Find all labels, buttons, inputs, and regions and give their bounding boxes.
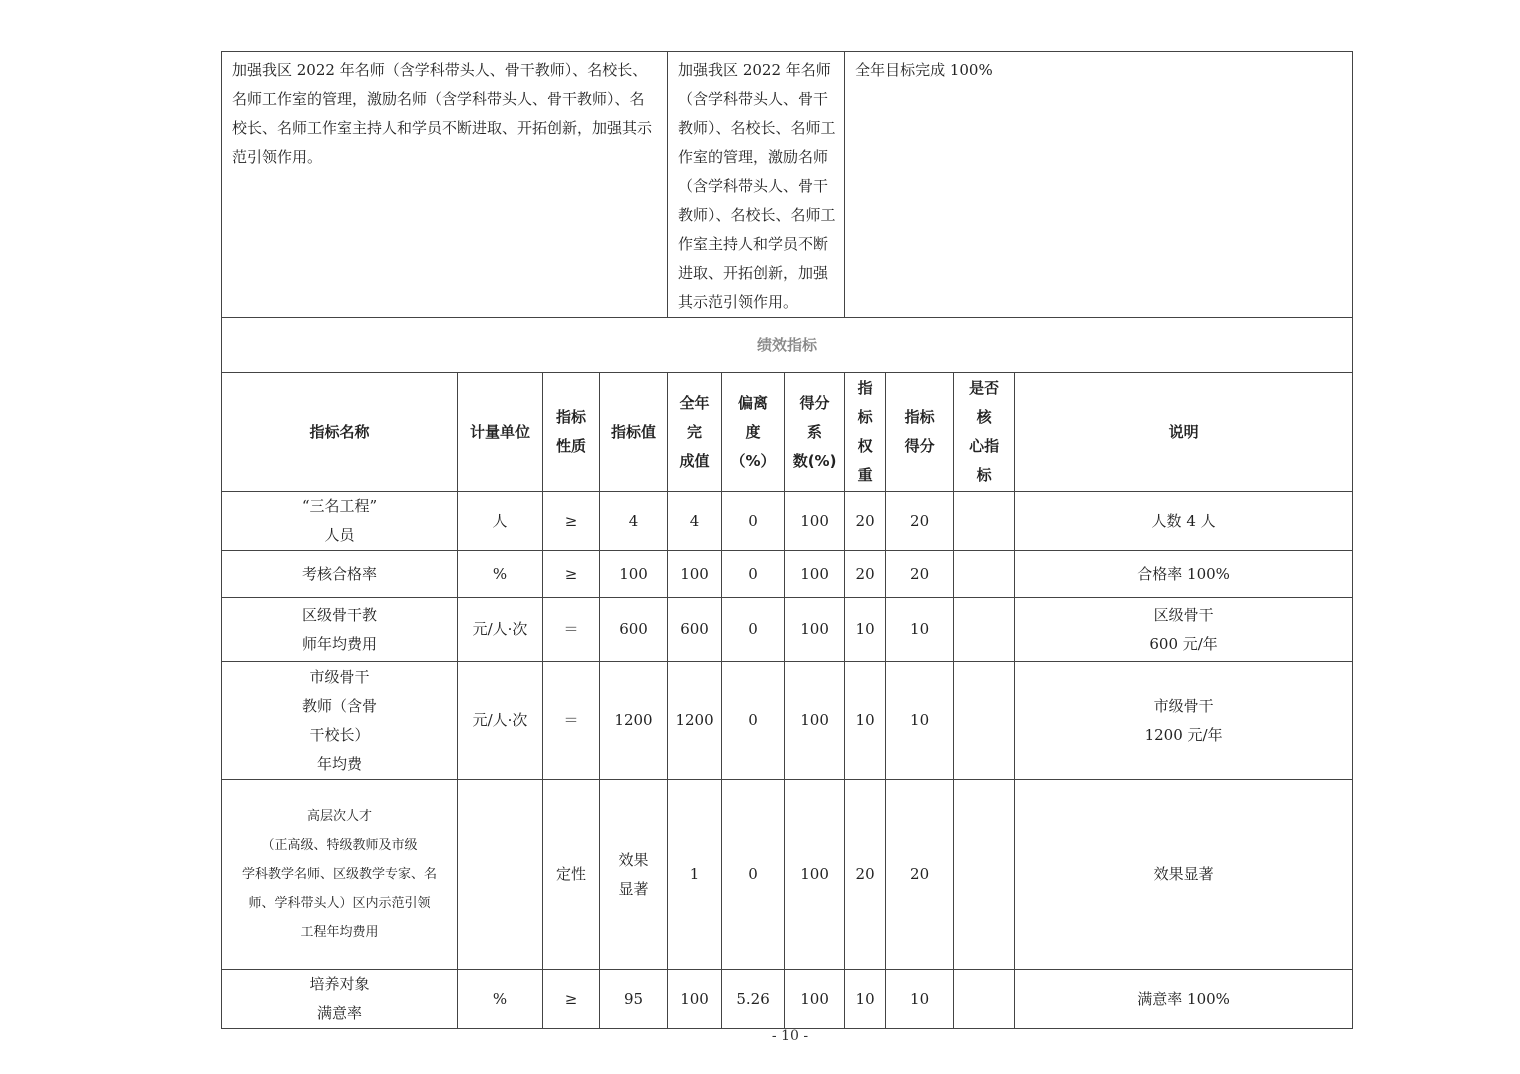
weight-cell: 20 — [845, 551, 886, 598]
value-cell: 600 — [600, 598, 668, 662]
header-actual: 全年 完 成值 — [668, 373, 722, 492]
note-cell: 市级骨干 1200 元/年 — [1015, 662, 1353, 780]
note-cell: 效果显著 — [1015, 780, 1353, 970]
header-score: 指标 得分 — [886, 373, 954, 492]
performance-table — [221, 51, 1353, 1029]
header-note: 说明 — [1015, 373, 1353, 492]
deviation-cell: 0 — [722, 598, 785, 662]
core-cell — [954, 598, 1015, 662]
nature-cell: ≥ — [543, 492, 600, 551]
table-row — [222, 780, 1353, 970]
score-cell: 10 — [886, 662, 954, 780]
table-row — [222, 970, 1353, 1029]
indicator-name: 考核合格率 — [222, 551, 458, 598]
nature-cell: ≥ — [543, 551, 600, 598]
indicator-name: 培养对象 满意率 — [222, 970, 458, 1029]
table-row — [222, 598, 1353, 662]
deviation-cell: 5.26 — [722, 970, 785, 1029]
unit-cell: 人 — [458, 492, 543, 551]
note-cell: 合格率 100% — [1015, 551, 1353, 598]
coef-cell: 100 — [785, 551, 845, 598]
score-cell: 20 — [886, 492, 954, 551]
nature-cell: 定性 — [543, 780, 600, 970]
header-value: 指标值 — [600, 373, 668, 492]
value-cell: 100 — [600, 551, 668, 598]
unit-cell — [458, 780, 543, 970]
weight-cell: 10 — [845, 662, 886, 780]
performance-table-page — [221, 51, 1352, 1029]
section-title: 绩效指标 — [222, 318, 1353, 373]
core-cell — [954, 551, 1015, 598]
page-number: - 10 - — [771, 1028, 809, 1044]
nature-cell: ＝ — [543, 662, 600, 780]
section-row — [222, 318, 1353, 373]
deviation-cell: 0 — [722, 492, 785, 551]
indicator-name: 区级骨干教 师年均费用 — [222, 598, 458, 662]
actual-cell: 100 — [668, 970, 722, 1029]
coef-cell: 100 — [785, 492, 845, 551]
nature-cell: ＝ — [543, 598, 600, 662]
deviation-cell: 0 — [722, 662, 785, 780]
coef-cell: 100 — [785, 598, 845, 662]
goal-description-cell: 加强我区 2022 年名师（含学科带头人、骨干教师）、名校长、名师工作室的管理，激励名师（含学科带头人、骨干教师）、名校长、名师工作室主持人和学员不断进取、开拓创新，加强其示范引领作用。 — [222, 52, 668, 318]
value-cell: 1200 — [600, 662, 668, 780]
actual-cell: 100 — [668, 551, 722, 598]
coef-cell: 100 — [785, 662, 845, 780]
weight-cell: 10 — [845, 970, 886, 1029]
indicator-name: “三名工程” 人员 — [222, 492, 458, 551]
table-row — [222, 492, 1353, 551]
deviation-cell: 0 — [722, 780, 785, 970]
note-cell: 满意率 100% — [1015, 970, 1353, 1029]
coef-cell: 100 — [785, 970, 845, 1029]
value-cell: 效果 显著 — [600, 780, 668, 970]
header-nature: 指标 性质 — [543, 373, 600, 492]
score-cell: 10 — [886, 598, 954, 662]
actual-cell: 600 — [668, 598, 722, 662]
table-row — [222, 551, 1353, 598]
core-cell — [954, 492, 1015, 551]
score-cell: 20 — [886, 551, 954, 598]
core-cell — [954, 970, 1015, 1029]
core-cell — [954, 780, 1015, 970]
header-weight: 指 标 权 重 — [845, 373, 886, 492]
unit-cell: % — [458, 970, 543, 1029]
coef-cell: 100 — [785, 780, 845, 970]
actual-cell: 1 — [668, 780, 722, 970]
core-cell — [954, 662, 1015, 780]
header-coef: 得分 系 数(%) — [785, 373, 845, 492]
unit-cell: 元/人·次 — [458, 662, 543, 780]
header-core: 是否 核 心指 标 — [954, 373, 1015, 492]
goal-row — [222, 52, 1353, 318]
table-row — [222, 662, 1353, 780]
weight-cell: 20 — [845, 492, 886, 551]
goal-description-cell-2: 加强我区 2022 年名师（含学科带头人、骨干教师）、名校长、名师工作室的管理，激励名师（含学科带头人、骨干教师）、名校长、名师工作室主持人和学员不断进取、开拓创新，加强其示范引领作用。 — [668, 52, 845, 318]
value-cell: 95 — [600, 970, 668, 1029]
note-cell: 区级骨干 600 元/年 — [1015, 598, 1353, 662]
deviation-cell: 0 — [722, 551, 785, 598]
header-row — [222, 373, 1353, 492]
score-cell: 20 — [886, 780, 954, 970]
indicator-name: 高层次人才 （正高级、特级教师及市级 学科教学名师、区级教学专家、名 师、学科带头人）区内示范引领 工程年均费用 — [222, 780, 458, 970]
nature-cell: ≥ — [543, 970, 600, 1029]
indicator-name: 市级骨干 教师（含骨 干校长） 年均费 — [222, 662, 458, 780]
actual-cell: 4 — [668, 492, 722, 551]
weight-cell: 10 — [845, 598, 886, 662]
actual-cell: 1200 — [668, 662, 722, 780]
unit-cell: % — [458, 551, 543, 598]
goal-completion-cell: 全年目标完成 100% — [845, 52, 1353, 318]
score-cell: 10 — [886, 970, 954, 1029]
header-name: 指标名称 — [222, 373, 458, 492]
value-cell: 4 — [600, 492, 668, 551]
header-deviation: 偏离 度 （%） — [722, 373, 785, 492]
unit-cell: 元/人·次 — [458, 598, 543, 662]
note-cell: 人数 4 人 — [1015, 492, 1353, 551]
weight-cell: 20 — [845, 780, 886, 970]
header-unit: 计量单位 — [458, 373, 543, 492]
